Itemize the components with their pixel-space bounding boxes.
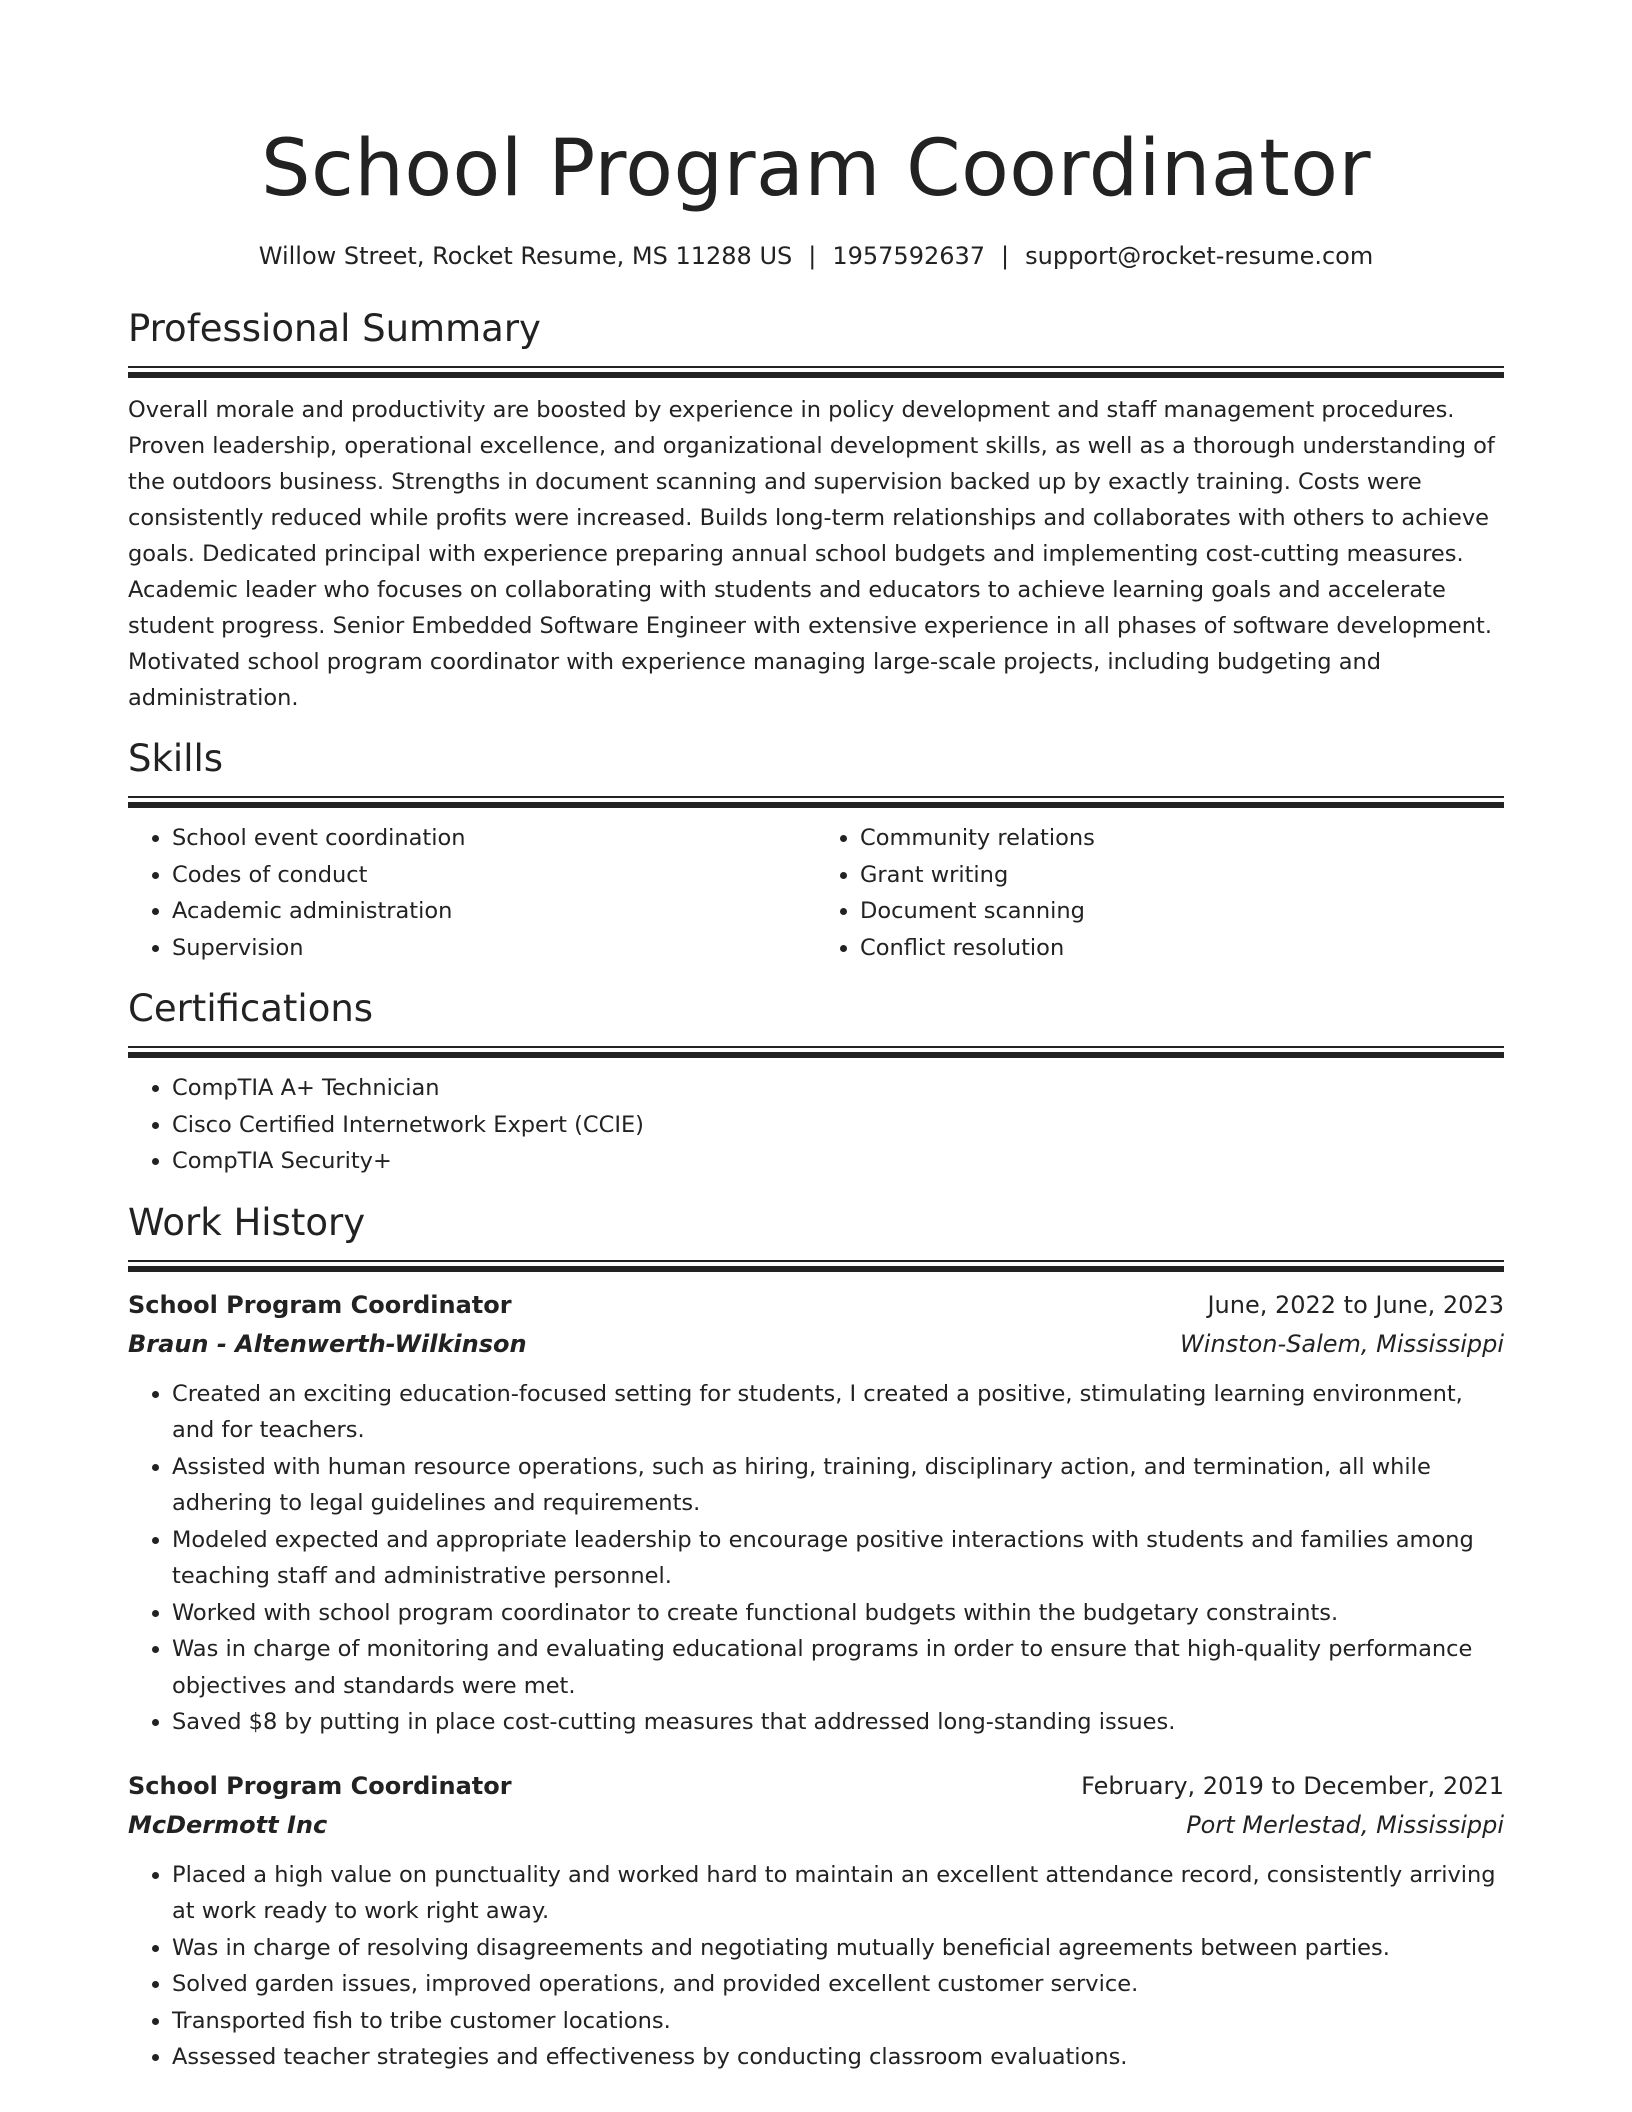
- job-location: Winston-Salem, Mississippi: [1180, 1329, 1504, 1358]
- job-location: Port Merlestad, Mississippi: [1186, 1810, 1504, 1839]
- skill-item: • Document scanning: [860, 893, 1504, 930]
- job-entry: [128, 1767, 1504, 2076]
- resume-name: School Program Coordinator: [260, 124, 1372, 214]
- certifications-section: [128, 984, 1504, 1180]
- section-divider: [128, 796, 1504, 798]
- resume-page: [128, 0, 1504, 2076]
- job-subheader: [128, 1325, 1504, 1364]
- skills-heading: Skills: [128, 737, 224, 780]
- certifications-heading: Certifications: [128, 987, 374, 1030]
- skills-column-right: [816, 820, 1504, 966]
- skills-section: [128, 734, 1504, 966]
- contact-address: Willow Street, Rocket Resume, MS 11288 US: [258, 242, 793, 270]
- skill-item: • Codes of conduct: [172, 857, 816, 894]
- job-header: [128, 1767, 1504, 1806]
- section-divider: [128, 1260, 1504, 1262]
- section-divider-thick: [128, 1266, 1504, 1272]
- job-bullet: • Placed a high value on punctuality and worked hard to maintain an excellent attendance record, consistently arriving at work ready to work right away.: [172, 1857, 1504, 1930]
- job-title: School Program Coordinator: [128, 1290, 512, 1319]
- job-company: Braun - Altenwerth-Wilkinson: [128, 1329, 527, 1358]
- certification-item: • CompTIA A+ Technician: [172, 1070, 1504, 1107]
- job-bullets: [128, 1376, 1504, 1741]
- certification-item: • Cisco Certified Internetwork Expert (CCIE): [172, 1107, 1504, 1144]
- skill-item: • Conflict resolution: [860, 930, 1504, 967]
- work-history-heading: Work History: [128, 1200, 366, 1244]
- skill-item: • Grant writing: [860, 857, 1504, 894]
- section-divider-thick: [128, 802, 1504, 808]
- job-bullet: • Solved garden issues, improved operations, and provided excellent customer service.: [172, 1966, 1504, 2003]
- summary-section: [128, 304, 1504, 716]
- job-bullet: • Modeled expected and appropriate leadership to encourage positive interactions with students and families among teaching staff and administrative personnel.: [172, 1522, 1504, 1595]
- skill-item: • Academic administration: [172, 893, 816, 930]
- section-divider-thick: [128, 1052, 1504, 1058]
- job-bullet: • Transported fish to tribe customer locations.: [172, 2003, 1504, 2040]
- summary-heading: Professional Summary: [128, 307, 541, 350]
- section-divider: [128, 366, 1504, 368]
- skill-item: • Community relations: [860, 820, 1504, 857]
- job-title: School Program Coordinator: [128, 1771, 512, 1800]
- job-bullet: • Saved $8 by putting in place cost-cutting measures that addressed long-standing issues.: [172, 1704, 1504, 1741]
- job-dates: February, 2019 to December, 2021: [1081, 1771, 1504, 1800]
- contact-separator: |: [808, 242, 817, 270]
- job-entry: [128, 1286, 1504, 1741]
- job-bullet: • Was in charge of monitoring and evaluating educational programs in order to ensure that high-quality performance objectives and standards were met.: [172, 1631, 1504, 1704]
- contact-phone: 1957592637: [832, 242, 986, 270]
- contact-email: support@rocket-resume.com: [1025, 242, 1374, 270]
- job-bullet: • Created an exciting education-focused setting for students, I created a positive, stimulating learning environment, and for teachers.: [172, 1376, 1504, 1449]
- skills-list: [128, 820, 1504, 966]
- summary-text: Overall morale and productivity are boosted by experience in policy development and staff management procedures. Proven leadership, operational excellence, and organizational development skills, as well as a thorough understanding of the outdoors business. Strengths in document scanning and supervision backed up by exactly training. Costs were consistently reduced while profits were increased. Builds long-term relationships and collaborates with others to achieve goals. Dedicated principal with experience preparing annual school budgets and implementing cost-cutting measures. Academic leader who focuses on collaborating with students and educators to achieve learning goals and accelerate student progress. Senior Embedded Software Engineer with extensive experience in all phases of software development. Motivated school program coordinator with experience managing large-scale projects, including budgeting and administration.: [128, 397, 1495, 711]
- contact-line: [128, 240, 1504, 272]
- work-history-section: [128, 1198, 1504, 2076]
- job-header: [128, 1286, 1504, 1325]
- job-dates: June, 2022 to June, 2023: [1207, 1290, 1504, 1319]
- skills-column-left: [128, 820, 816, 966]
- job-bullet: • Was in charge of resolving disagreements and negotiating mutually beneficial agreements between parties.: [172, 1930, 1504, 1967]
- section-divider-thick: [128, 372, 1504, 378]
- job-bullets: [128, 1857, 1504, 2076]
- job-bullet: • Worked with school program coordinator to create functional budgets within the budgetary constraints.: [172, 1595, 1504, 1632]
- skill-item: • Supervision: [172, 930, 816, 967]
- contact-separator: |: [1001, 242, 1010, 270]
- job-subheader: [128, 1806, 1504, 1845]
- certification-item: • CompTIA Security+: [172, 1143, 1504, 1180]
- job-bullet: • Assisted with human resource operations, such as hiring, training, disciplinary action, and termination, all while adhering to legal guidelines and requirements.: [172, 1449, 1504, 1522]
- skill-item: • School event coordination: [172, 820, 816, 857]
- job-company: McDermott Inc: [128, 1810, 328, 1839]
- section-divider: [128, 1046, 1504, 1048]
- job-bullet: • Assessed teacher strategies and effectiveness by conducting classroom evaluations.: [172, 2039, 1504, 2076]
- certifications-list: [128, 1070, 1504, 1180]
